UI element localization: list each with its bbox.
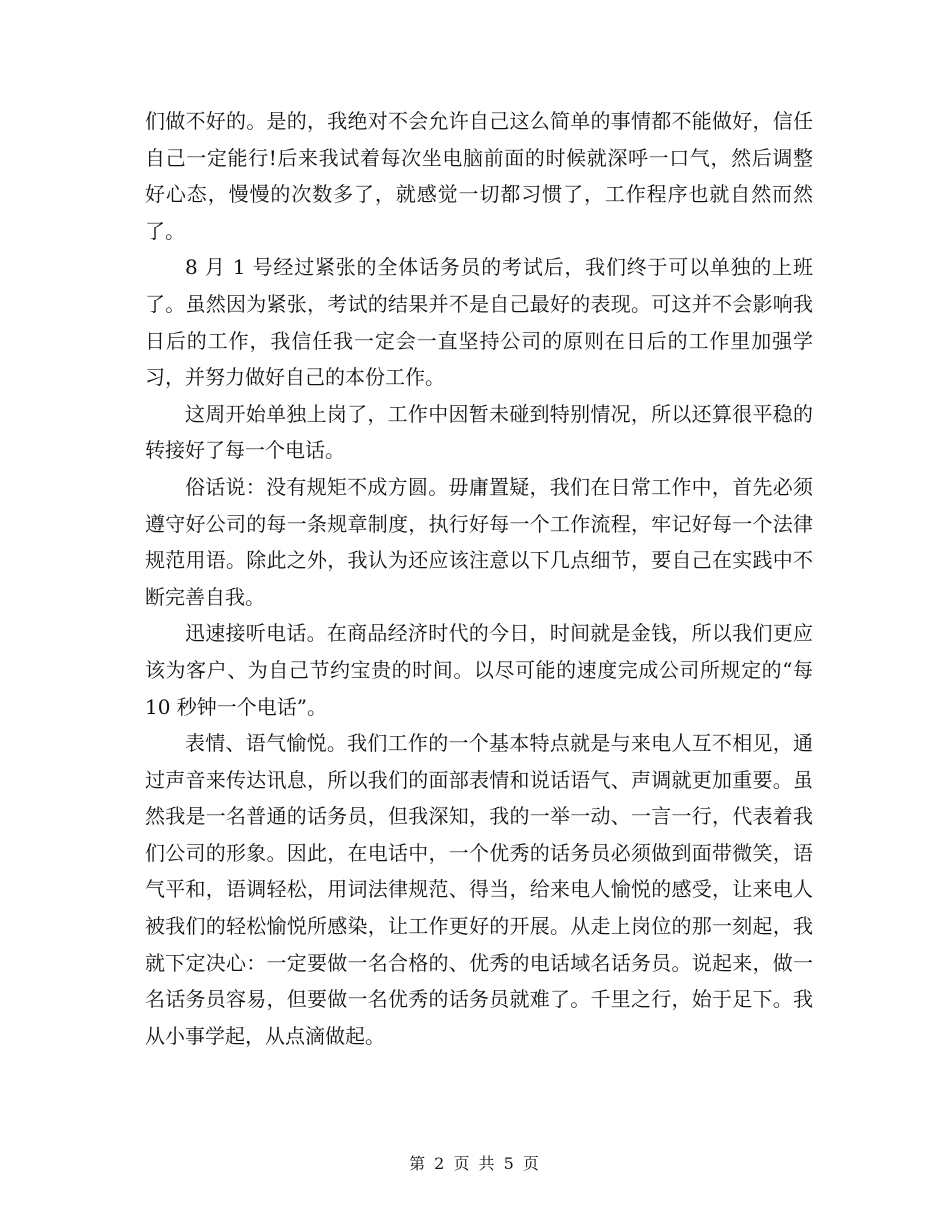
paragraph-5: 迅速接听电话。在商品经济时代的今日，时间就是金钱，所以我们更应该为客户、为自己节约宝贵的时间。以尽可能的速度完成公司所规定的“每 10 秒钟一个电话”。 (145, 621, 813, 719)
paragraph-1: 们做不好的。是的，我绝对不会允许自己这么简单的事情都不能做好，信任自己一定能行!后来我试着每次坐电脑前面的时候就深呼一口气，然后调整好心态，慢慢的次数多了，就感觉一切都习惯了，工作程序也就自然而然了。 (145, 109, 813, 243)
paragraph-3: 这周开始单独上岗了，工作中因暂未碰到特别情况，所以还算很平稳的转接好了每一个电话。 (145, 401, 813, 463)
paragraph-4: 俗话说：没有规矩不成方圆。毋庸置疑，我们在日常工作中，首先必须遵守好公司的每一条规章制度，执行好每一个工作流程，牢记好每一个法律规范用语。除此之外，我认为还应该注意以下几点细节，要自己在实践中不断完善自我。 (145, 474, 813, 609)
document-body (145, 103, 813, 1054)
paragraph-6: 表情、语气愉悦。我们工作的一个基本特点就是与来电人互不相见，通过声音来传达讯息，所以我们的面部表情和说话语气、声调就更加重要。虽然我是一名普通的话务员，但我深知，我的一举一动、一言一行，代表着我们公司的形象。因此，在电话中，一个优秀的话务员必须做到面带微笑，语气平和，语调轻松，用词法律规范、得当，给来电人愉悦的感受，让来电人被我们的轻松愉悦所感染，让工作更好的开展。从走上岗位的那一刻起，我就下定决心：一定要做一名合格的、优秀的电话域名话务员。说起来，做一名话务员容易，但要做一名优秀的话务员就难了。千里之行，始于足下。我从小事学起，从点滴做起。 (145, 731, 813, 1048)
page-footer: 第 2 页 共 5 页 (409, 1154, 541, 1173)
paragraph-2: 8 月 1 号经过紧张的全体话务员的考试后，我们终于可以单独的上班了。虽然因为紧张，考试的结果并不是自己最好的表现。可这并不会影响我日后的工作，我信任我一定会一直坚持公司的原则在日后的工作里加强学习，并努力做好自己的本份工作。 (145, 255, 813, 390)
